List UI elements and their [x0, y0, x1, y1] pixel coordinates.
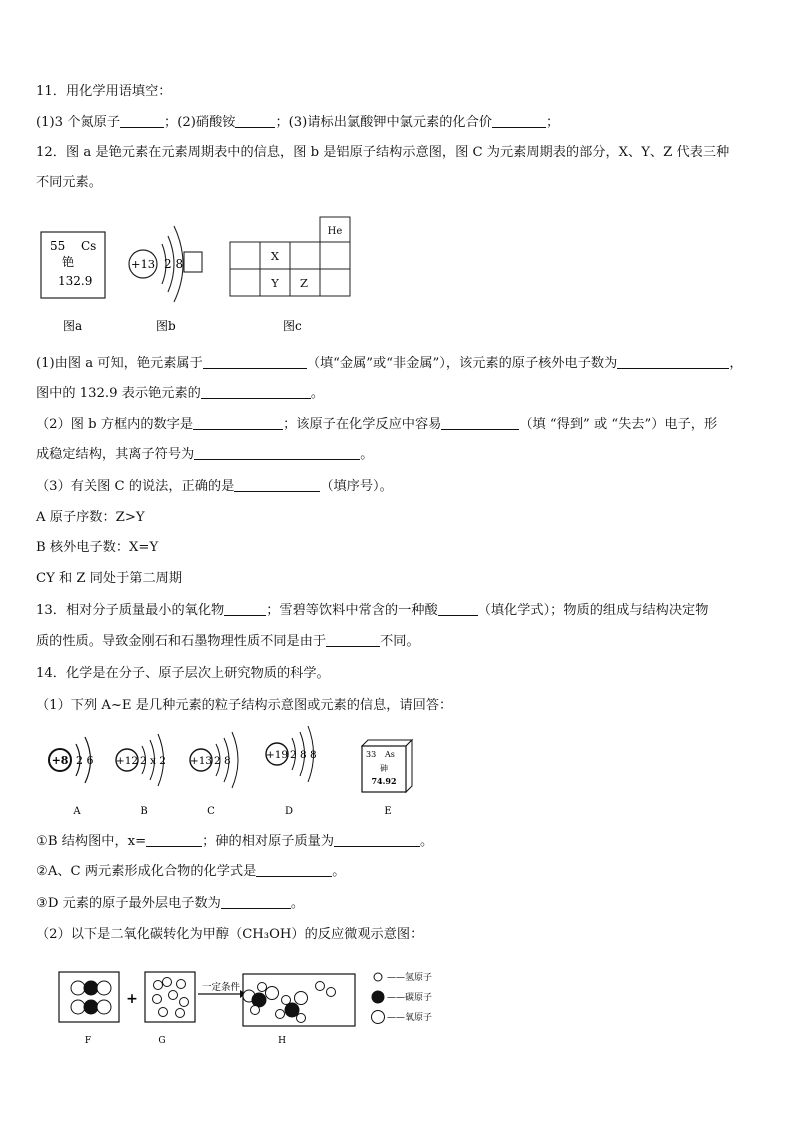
atom-d-shells: 2 8 8 — [290, 749, 317, 761]
q13-text-e: 不同。 — [380, 634, 420, 649]
atom-a-shells: 2 6 — [76, 754, 94, 767]
atom-a-nucleus: +8 — [51, 754, 69, 767]
q14-sub1: （1）下列 A~E 是几种元素的粒子结构示意图或元素的信息，请回答： — [36, 698, 453, 713]
option-b: B 核外电子数：X=Y — [36, 540, 159, 555]
atom-c-nucleus: +13 — [189, 755, 213, 767]
al-nucleus: +13 — [130, 257, 156, 271]
atom-d-label: D — [284, 806, 294, 817]
q14-sub2: （2）以下是二氧化碳转化为甲醇（CH₃OH）的反应微观示意图： — [36, 927, 424, 942]
q12-sub2-text-a: （2）图 b 方框内的数字是 — [36, 417, 194, 432]
q14-a1-text-a: ①B 结构图中，x= — [36, 834, 147, 849]
atom-b-nucleus: +12 — [115, 755, 139, 767]
legend — [372, 971, 433, 1024]
legend-hydrogen: ——氢原子 — [387, 973, 433, 983]
q12-sub1-text-d: 图中的 132.9 表示铯元素的 — [36, 386, 201, 401]
q11-end: ； — [545, 115, 560, 130]
as-mass: 74.92 — [371, 776, 397, 786]
as-name: 砷 — [380, 764, 388, 773]
plus-sign: + — [126, 991, 138, 1007]
cs-mass: 132.9 — [58, 274, 93, 288]
reaction-condition: 一定条件 — [201, 982, 241, 993]
caption-fig-c: 图c — [283, 319, 302, 333]
cs-atomic-number: 55 — [50, 239, 66, 253]
atom-c-shells: 2 8 — [214, 755, 231, 767]
legend-oxygen: ——氧原子 — [387, 1013, 433, 1023]
q12-sub2-text-d: 成稳定结构，其离子符号为 — [36, 447, 195, 462]
molecule-box-h — [243, 974, 355, 1026]
q13-text-a: 13．相对分子质量最小的氧化物 — [36, 603, 225, 618]
q13-text-d: 质的性质。导致金刚石和石墨物理性质不同是由于 — [36, 634, 327, 649]
q14-a3-text-a: ③D 元素的原子最外层电子数为 — [36, 896, 221, 911]
option-c: CY 和 Z 同处于第二周期 — [36, 571, 183, 586]
q13-text-b: ；雪碧等饮料中常含的一种酸 — [266, 603, 438, 618]
q13-text-c: （填化学式）；物质的组成与结构决定物 — [477, 603, 709, 618]
q14-a2-text-a: ②A、C 两元素形成化合物的化学式是 — [36, 864, 257, 879]
as-symbol: As — [385, 750, 395, 759]
label-h: H — [278, 1036, 286, 1046]
q14-a3-text-b: 。 — [290, 896, 305, 911]
q14-stem: 14．化学是在分子、原子层次上研究物质的科学。 — [36, 666, 330, 681]
q12-sub2-text-c: （填 “得到” 或 “失去”）电子，形 — [519, 417, 718, 432]
cs-name: 铯 — [62, 255, 75, 269]
q12-stem-1: 12．图 a 是铯元素在元素周期表中的信息，图 b 是铝原子结构示意图，图 C 为元素周期表的部分，X、Y、Z 代表三种 — [36, 145, 730, 160]
atom-d-nucleus: +19 — [265, 749, 289, 761]
q11-part1: (1)3 个氮原子 — [36, 115, 121, 130]
option-a: A 原子序数：Z>Y — [36, 510, 145, 525]
q12-sub1-text-e: 。 — [310, 386, 325, 401]
q12-stem-2: 不同元素。 — [36, 175, 102, 190]
caption-fig-b: 图b — [156, 319, 176, 333]
atom-b-label: B — [140, 806, 148, 817]
q12-sub1-text-b: （填“金属”或“非金属”），该元素的原子核外电子数为 — [306, 356, 618, 371]
q12-sub2-text-e: 。 — [360, 447, 374, 462]
atom-a-label: A — [73, 806, 81, 817]
cell-he: He — [327, 226, 343, 237]
atom-c-label: C — [207, 806, 215, 817]
q14-a2-text-b: 。 — [332, 864, 346, 879]
caption-fig-a: 图a — [63, 319, 83, 333]
q12-sub2-text-b: ；该原子在化学反应中容易 — [283, 417, 442, 432]
q12-sub1-text-c: ， — [729, 356, 743, 371]
legend-carbon: ——碳原子 — [387, 993, 433, 1003]
q12-sub3-text-a: （3）有关图 C 的说法，正确的是 — [36, 479, 235, 494]
label-g: G — [158, 1036, 166, 1046]
q12-sub3-text-b: （填序号）。 — [320, 479, 393, 494]
atom-e-label: E — [384, 806, 392, 817]
molecule-box-f — [59, 972, 119, 1022]
label-f: F — [84, 1036, 92, 1046]
cell-y: Y — [271, 276, 279, 290]
q11-part2: ；(2)硝酸铵 — [164, 115, 236, 130]
q12-sub1-text-a: (1)由图 a 可知，铯元素属于 — [36, 356, 203, 371]
as-atomic-number: 33 — [366, 750, 377, 759]
q14-a1-text-b: ；砷的相对原子质量为 — [202, 834, 335, 849]
cell-z: Z — [300, 276, 308, 290]
q14-a1-text-c: 。 — [420, 834, 434, 849]
molecule-box-g — [145, 972, 195, 1022]
q11-part3: ；(3)请标出氯酸钾中氯元素的化合价 — [275, 115, 492, 130]
atom-b-shells: 2 x 2 — [140, 755, 166, 767]
cs-symbol: Cs — [81, 239, 97, 253]
cell-x: X — [270, 249, 280, 263]
q11-stem: 11．用化学用语填空： — [36, 84, 172, 99]
al-shells: 2 8 — [164, 257, 184, 271]
